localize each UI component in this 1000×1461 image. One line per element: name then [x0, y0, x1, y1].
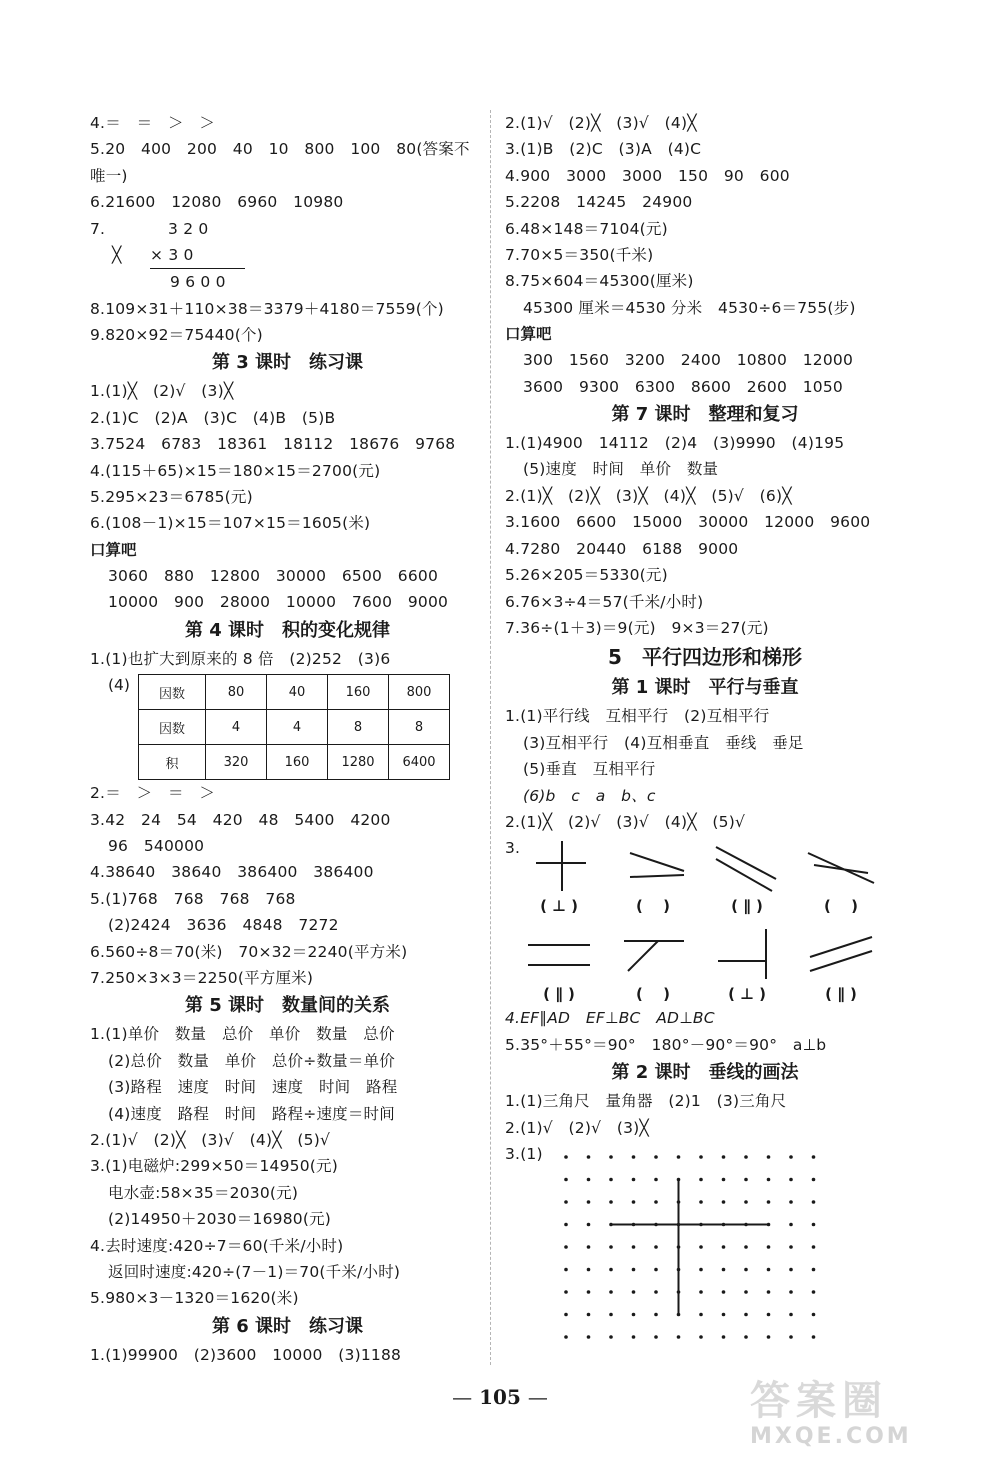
table-cell: 40 [267, 675, 328, 710]
grid-dot [767, 1200, 771, 1204]
grid-dot [767, 1155, 771, 1159]
grid-dot [564, 1268, 568, 1272]
grid-dot [564, 1290, 568, 1294]
watermark [750, 1378, 980, 1453]
grid-dot [654, 1268, 658, 1272]
unit-title: 5 平行四边形和梯形 [608, 645, 802, 670]
grid-dot [699, 1313, 703, 1317]
factor-table-block [90, 672, 485, 780]
section-title: 第 6 课时 练习课 [211, 1315, 364, 1337]
answer-line: 8.75×604＝45300(厘米) [505, 272, 694, 291]
multiplier: × 3 0 [150, 242, 245, 269]
grid-dot [587, 1290, 591, 1294]
grid-dot [789, 1335, 793, 1339]
answer-line: (4)速度 路程 时间 路程÷速度＝时间 [108, 1104, 395, 1123]
grid-dot [609, 1290, 613, 1294]
answer-line: 5.26×205＝5330(元) [505, 566, 668, 585]
answer-line: 5.2208 14245 24900 [505, 193, 693, 212]
vertical-multiplication [90, 216, 485, 296]
grid-dot [609, 1200, 613, 1204]
grid-dot [744, 1268, 748, 1272]
answer-line: 4.900 3000 3000 150 90 600 [505, 166, 790, 185]
table-cell: 160 [267, 745, 328, 780]
grid-dot [632, 1245, 636, 1249]
grid-dot [699, 1290, 703, 1294]
grid-dot [632, 1178, 636, 1182]
grid-dot [789, 1290, 793, 1294]
answer-line: (3)路程 速度 时间 速度 时间 路程 [108, 1078, 398, 1097]
oral-calc-line: 3600 9300 6300 8600 2600 1050 [523, 377, 843, 396]
table-cell: 因数 [139, 710, 206, 745]
grid-dot [812, 1245, 816, 1249]
grid-dot [564, 1178, 568, 1182]
grid-dot [654, 1313, 658, 1317]
grid-dot [654, 1178, 658, 1182]
answer-line: 5.35°＋55°＝90° 180°－90°＝90° a⊥b [505, 1035, 827, 1054]
grid-dot [587, 1155, 591, 1159]
grid-dot [587, 1245, 591, 1249]
answer-line: 4.38640 38640 386400 386400 [90, 863, 374, 882]
figure-perpendicular [520, 839, 598, 917]
figure-answer: ( ) [636, 985, 670, 1004]
answer-line: 返回时速度:420÷(7－1)＝70(千米/小时) [108, 1263, 401, 1281]
grid-dot [699, 1268, 703, 1272]
answer-line: 1.(1)也扩大到原来的 8 倍 (2)252 (3)6 [90, 649, 391, 668]
answer-line: 2.(1)√ (2)√ (3)╳ [505, 1118, 649, 1137]
grid-dot [789, 1268, 793, 1272]
grid-dot [564, 1155, 568, 1159]
figure-answer: ( ) [636, 897, 670, 916]
grid-dot [722, 1155, 726, 1159]
answer-line: (2)14950＋2030＝16980(元) [108, 1210, 332, 1229]
oral-calc-line: 300 1560 3200 2400 10800 12000 [523, 351, 854, 370]
grid-dot [789, 1200, 793, 1204]
table-cell: 8 [389, 710, 450, 745]
figure-parallel [802, 927, 880, 1005]
answer-line: (2)总价 数量 单价 总价÷数量＝单价 [108, 1051, 395, 1070]
answer-line: 3.(1)B (2)C (3)A (4)C [505, 140, 702, 159]
table-cell: 80 [206, 675, 267, 710]
grid-dot [722, 1178, 726, 1182]
grid-dot [767, 1178, 771, 1182]
answer-line: 2.(1)╳ (2)√ (3)√ (4)╳ (5)√ [505, 812, 746, 831]
grid-dot [722, 1268, 726, 1272]
dot-grid-block [505, 1141, 905, 1381]
column-divider [490, 110, 492, 1365]
oral-calc-heading: 口算吧 [505, 325, 552, 344]
grid-dot [587, 1178, 591, 1182]
answer-line: 3.42 24 54 420 48 5400 4200 [90, 810, 391, 829]
grid-dot [564, 1200, 568, 1204]
table-row [139, 675, 450, 710]
grid-dot [609, 1178, 613, 1182]
table-cell: 4 [267, 710, 328, 745]
grid-dot [744, 1290, 748, 1294]
grid-dot [632, 1268, 636, 1272]
figure-parallel [520, 927, 598, 1005]
grid-dot [587, 1313, 591, 1317]
page-number: — 105 — [452, 1385, 548, 1409]
answer-line: (6)b c a b、c [523, 786, 656, 805]
grid-dot [654, 1200, 658, 1204]
grid-dot [812, 1178, 816, 1182]
answer-line: 5.980×3－1320＝1620(米) [90, 1289, 299, 1308]
answer-line: 6.21600 12080 6960 10980 [90, 193, 344, 212]
grid-dot [812, 1290, 816, 1294]
figure-answer: ( ∥ ) [543, 985, 575, 1004]
grid-dot [789, 1313, 793, 1317]
answer-line: 2.(1)C (2)A (3)C (4)B (5)B [90, 408, 336, 427]
grid-dot [587, 1268, 591, 1272]
answer-line: 5.295×23＝6785(元) [90, 488, 253, 507]
grid-dot [722, 1290, 726, 1294]
answer-line: 4.(115＋65)×15＝180×15＝2700(元) [90, 461, 381, 480]
answer-line: 1.(1)4900 14112 (2)4 (3)9990 (4)195 [505, 434, 845, 453]
page-number-value: 105 [479, 1385, 521, 1409]
grid-dot [812, 1155, 816, 1159]
grid-dot [722, 1313, 726, 1317]
grid-dot [632, 1155, 636, 1159]
answer-line: 电水壶:58×35＝2030(元) [108, 1183, 299, 1202]
grid-dot [564, 1245, 568, 1249]
grid-dot [744, 1178, 748, 1182]
answer-line: 9.820×92＝75440(个) [90, 326, 263, 345]
answer-line: 8.109×31＋110×38＝3379＋4180＝7559(个) [90, 299, 444, 318]
figure-answer: ( ) [824, 897, 858, 916]
figure-answer: ( ⊥ ) [728, 985, 766, 1004]
grid-dot [812, 1313, 816, 1317]
answer-line: (3)互相平行 (4)互相垂直 垂线 垂足 [523, 733, 804, 752]
grid-dot [789, 1178, 793, 1182]
section-title: 第 5 课时 数量间的关系 [184, 995, 391, 1017]
grid-dot [699, 1178, 703, 1182]
question-number: 7. [90, 219, 106, 238]
grid-dot [744, 1155, 748, 1159]
grid-dot [767, 1290, 771, 1294]
answer-line: (5)垂直 互相平行 [523, 760, 656, 779]
table-cell: 160 [328, 675, 389, 710]
answer-line: 6.76×3÷4＝57(千米/小时) [505, 592, 704, 611]
answer-line: 4.＝ ＝ ＞ ＞ [90, 114, 216, 132]
answer-line: 5.20 400 200 40 10 800 100 80(答案不 [90, 140, 470, 159]
factor-table [138, 674, 450, 780]
section-title: 第 3 课时 练习课 [211, 352, 364, 374]
product: 9 6 0 0 [170, 272, 226, 291]
grid-dot [609, 1268, 613, 1272]
figure-intersecting [802, 839, 880, 917]
oral-calc-line: 10000 900 28000 10000 7600 9000 [108, 593, 449, 612]
grid-dot [699, 1200, 703, 1204]
answer-line: 45300 厘米＝4530 分米 4530÷6＝755(步) [523, 298, 856, 317]
figure-intersecting [614, 839, 692, 917]
grid-dot [744, 1245, 748, 1249]
grid-dot [699, 1245, 703, 1249]
figure-parallel [708, 839, 786, 917]
answer-line: 1.(1)╳ (2)√ (3)╳ [90, 382, 234, 401]
table-row [139, 710, 450, 745]
answer-line: 2.(1)√ (2)╳ (3)√ (4)╳ [505, 114, 697, 132]
grid-dot [722, 1200, 726, 1204]
grid-dot [654, 1155, 658, 1159]
figure-answer: ( ∥ ) [825, 985, 857, 1004]
grid-dot [632, 1290, 636, 1294]
answer-line: 7.70×5＝350(千米) [505, 246, 654, 265]
answer-line: 6.560÷8＝70(米) 70×32＝2240(平方米) [90, 942, 408, 961]
grid-dot [699, 1335, 703, 1339]
grid-dot [767, 1268, 771, 1272]
answer-line: 3.1600 6600 15000 30000 12000 9600 [505, 513, 871, 532]
grid-dot [632, 1335, 636, 1339]
oral-calc-line: 3060 880 12800 30000 6500 6600 [108, 566, 439, 585]
watermark-url: MXQE.COM [750, 1424, 912, 1449]
grid-dot [767, 1313, 771, 1317]
section-title: 第 7 课时 整理和复习 [611, 404, 799, 426]
grid-dot [654, 1245, 658, 1249]
multiplicand: 3 2 0 [168, 219, 209, 238]
oral-calc-heading: 口算吧 [90, 540, 137, 559]
grid-dot [722, 1335, 726, 1339]
table-cell: 1280 [328, 745, 389, 780]
answer-line: 3.7524 6783 18361 18112 18676 9768 [90, 435, 456, 454]
table-cell: 800 [389, 675, 450, 710]
table-cell: 4 [206, 710, 267, 745]
grid-dot [789, 1245, 793, 1249]
grid-dot [609, 1335, 613, 1339]
answer-line: 2.＝ ＞ ＝ ＞ [90, 784, 216, 803]
dot-grid-figure [560, 1151, 840, 1351]
answer-line: 1.(1)三角尺 量角器 (2)1 (3)三角尺 [505, 1092, 787, 1111]
grid-dot [654, 1290, 658, 1294]
figure-answer: ( ∥ ) [731, 897, 763, 916]
grid-dot [564, 1223, 568, 1227]
table-row [139, 745, 450, 780]
grid-dot [812, 1335, 816, 1339]
question-number: (4) [108, 676, 130, 695]
grid-dot [587, 1335, 591, 1339]
grid-dot [744, 1200, 748, 1204]
answer-line: 4.7280 20440 6188 9000 [505, 539, 739, 558]
watermark-logo: 答案圈 [750, 1378, 888, 1424]
grid-dot [564, 1313, 568, 1317]
grid-dot [587, 1200, 591, 1204]
answer-line: 1.(1)单价 数量 总价 单价 数量 总价 [90, 1025, 395, 1044]
answer-line: 唯一) [90, 166, 128, 185]
figure-answer: ( ⊥ ) [540, 897, 578, 916]
section-title: 第 1 课时 平行与垂直 [611, 677, 799, 699]
section-title: 第 2 课时 垂线的画法 [611, 1062, 799, 1084]
grid-dot [722, 1245, 726, 1249]
figure-perpendicular [708, 927, 786, 1005]
left-column [90, 110, 485, 1368]
grid-dot [789, 1223, 793, 1227]
grid-dot [789, 1155, 793, 1159]
grid-dot [564, 1335, 568, 1339]
grid-dot [632, 1200, 636, 1204]
table-cell: 320 [206, 745, 267, 780]
answer-line: 4.EF∥AD EF⊥BC AD⊥BC [505, 1009, 715, 1028]
right-column [505, 110, 905, 1381]
grid-dot [812, 1268, 816, 1272]
question-number: 3.(1) [505, 1144, 543, 1163]
grid-dot [609, 1313, 613, 1317]
answer-line: 1.(1)99900 (2)3600 10000 (3)1188 [90, 1345, 402, 1364]
grid-dot [767, 1245, 771, 1249]
section-title: 第 4 课时 积的变化规律 [184, 619, 391, 641]
answer-line: (5)速度 时间 单价 数量 [523, 460, 719, 479]
grid-dot [812, 1223, 816, 1227]
grid-dot [699, 1155, 703, 1159]
answer-line: 2.(1)╳ (2)╳ (3)╳ (4)╳ (5)√ (6)╳ [505, 486, 792, 505]
wrong-mark: ╳ [112, 245, 122, 264]
table-cell: 8 [328, 710, 389, 745]
answer-line: 96 540000 [108, 836, 205, 855]
table-cell: 因数 [139, 675, 206, 710]
grid-dot [812, 1200, 816, 1204]
grid-dot [677, 1155, 681, 1159]
grid-dot [744, 1313, 748, 1317]
answer-line: 3.(1)电磁炉:299×50＝14950(元) [90, 1157, 338, 1176]
grid-dot [609, 1155, 613, 1159]
grid-dot [767, 1335, 771, 1339]
table-cell: 6400 [389, 745, 450, 780]
grid-dot [632, 1313, 636, 1317]
answer-line: 2.(1)√ (2)╳ (3)√ (4)╳ (5)√ [90, 1130, 331, 1149]
question-number: 3. [505, 839, 521, 858]
answer-line: 6.48×148＝7104(元) [505, 219, 668, 238]
answer-line: 1.(1)平行线 互相平行 (2)互相平行 [505, 707, 770, 726]
grid-dot [744, 1335, 748, 1339]
grid-dot [587, 1223, 591, 1227]
line-figures [505, 835, 905, 1005]
answer-line: (2)2424 3636 4848 7272 [108, 916, 339, 935]
answer-line: 7.250×3×3＝2250(平方厘米) [90, 968, 314, 987]
grid-dot [654, 1335, 658, 1339]
grid-dot [609, 1245, 613, 1249]
answer-line: 4.去时速度:420÷7＝60(千米/小时) [90, 1236, 344, 1255]
grid-dot [677, 1335, 681, 1339]
answer-line: 7.36÷(1＋3)＝9(元) 9×3＝27(元) [505, 618, 769, 637]
table-cell: 积 [139, 745, 206, 780]
answer-line: 6.(108－1)×15＝107×15＝1605(米) [90, 514, 371, 533]
answer-line: 5.(1)768 768 768 768 [90, 889, 296, 908]
figure-intersecting [614, 927, 692, 1005]
